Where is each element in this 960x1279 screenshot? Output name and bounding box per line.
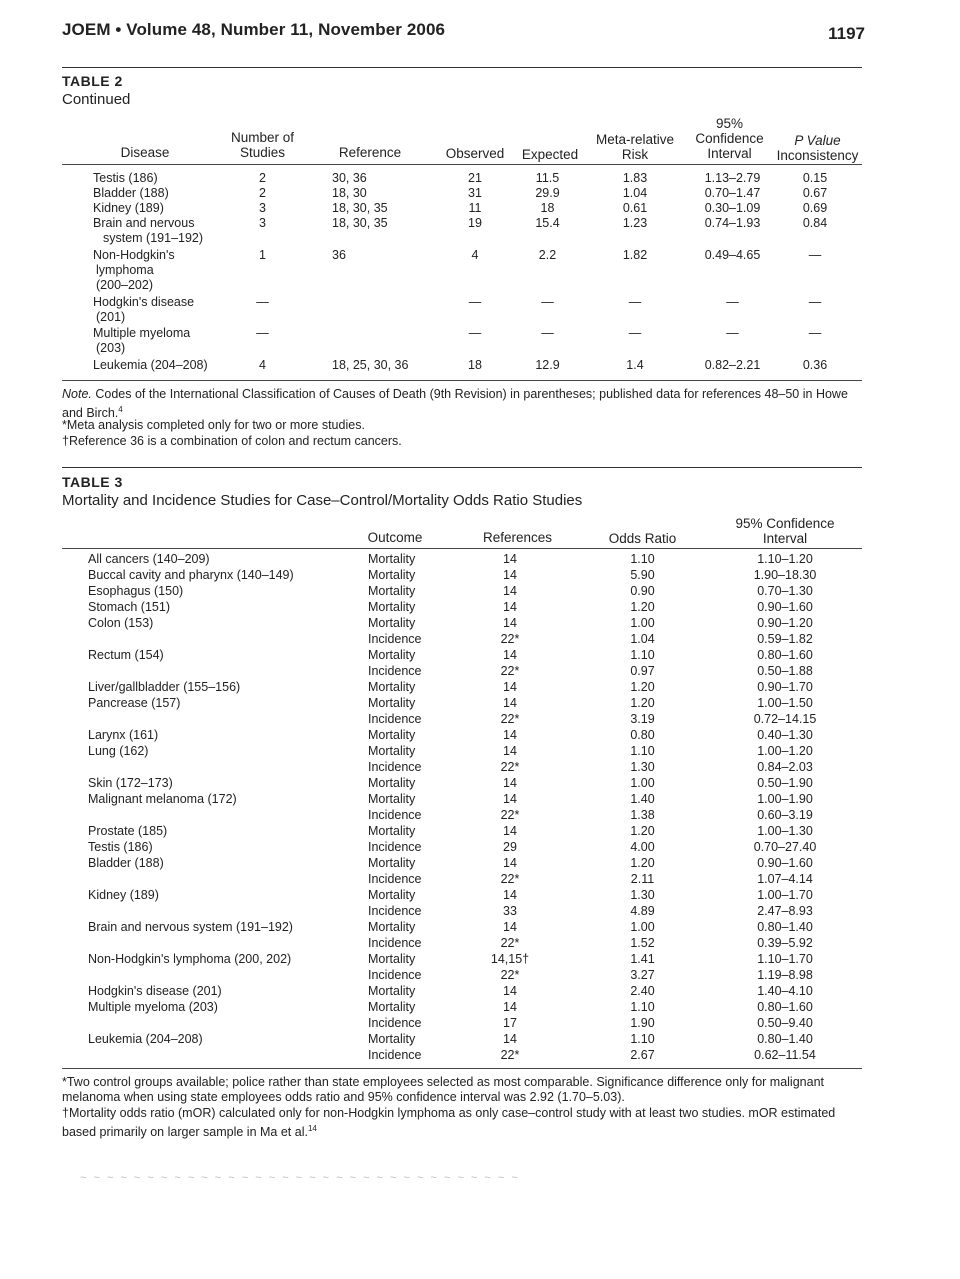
ci-cell: 0.62–11.54 <box>754 1048 816 1062</box>
ci-cell: 0.59–1.82 <box>757 632 813 646</box>
p-cell: 0.67 <box>802 186 828 200</box>
p-cell: 0.15 <box>802 171 828 185</box>
or-cell: 1.00 <box>630 920 655 934</box>
col-outcome: Outcome <box>367 530 423 545</box>
or-cell: 1.00 <box>630 776 655 790</box>
ci-cell: 0.90–1.60 <box>757 856 813 870</box>
col-confidence-interval: 95% Confidence Interval <box>735 516 835 546</box>
observed-cell: 18 <box>468 358 482 372</box>
expected-cell: 18 <box>540 201 555 215</box>
studies-cell: 4 <box>259 358 266 372</box>
col-expected: Expected <box>521 147 579 162</box>
reference-cell: 36 <box>332 248 346 262</box>
site-cell: Liver/gallbladder (155–156) <box>88 680 241 694</box>
site-cell: Lung (162) <box>88 744 149 758</box>
bleed-through-text: ~ ~ ~ ~ ~ ~ ~ ~ ~ ~ ~ ~ ~ ~ ~ ~ ~ ~ ~ ~ ~ ~ ~ ~ ~ ~ ~ ~ ~ ~ ~ ~ ~ <box>80 1172 520 1184</box>
table3-label: TABLE 3 <box>62 474 123 490</box>
site-cell: Rectum (154) <box>88 648 164 662</box>
journal-header: JOEM • Volume 48, Number 11, November 2006 <box>62 20 446 39</box>
site-cell: Brain and nervous system (191–192) <box>88 920 293 934</box>
ci-cell: 0.84–2.03 <box>757 760 813 774</box>
ci-cell: 0.39–5.92 <box>757 936 813 950</box>
outcome-cell: Incidence <box>368 664 422 678</box>
disease-cell: Testis (186) <box>93 171 158 185</box>
refs-cell: 22* <box>500 632 520 646</box>
disease-cell: Multiple myeloma (203) <box>93 326 191 355</box>
ci-cell: 0.50–1.90 <box>757 776 813 790</box>
reference-cell: 18, 30, 35 <box>332 216 388 230</box>
p-cell: 0.36 <box>802 358 828 372</box>
or-cell: 0.80 <box>630 728 655 742</box>
site-cell: Bladder (188) <box>88 856 164 870</box>
table2-caption: Continued <box>62 91 131 108</box>
ci-cell: 0.50–9.40 <box>757 1016 813 1030</box>
refs-cell: 22* <box>500 712 520 726</box>
or-cell: 1.10 <box>630 744 655 758</box>
ci-cell: 0.70–27.40 <box>753 840 817 854</box>
refs-cell: 22* <box>500 968 520 982</box>
ci-cell: 1.10–1.70 <box>757 952 813 966</box>
outcome-cell: Mortality <box>368 984 416 998</box>
site-cell: Leukemia (204–208) <box>88 1032 203 1046</box>
site-cell: Prostate (185) <box>88 824 168 838</box>
risk-cell: — <box>628 326 642 340</box>
outcome-cell: Mortality <box>368 680 416 694</box>
site-cell: Testis (186) <box>88 840 153 854</box>
col-p-value-inconsistency: P Value Inconsistency <box>776 133 859 163</box>
ci-cell: 0.74–1.93 <box>704 216 761 230</box>
ci-cell: 0.30–1.09 <box>704 201 761 215</box>
studies-cell: 2 <box>259 171 266 185</box>
outcome-cell: Mortality <box>368 888 416 902</box>
p-cell: 0.84 <box>802 216 828 230</box>
outcome-cell: Incidence <box>368 936 422 950</box>
reference-cell: 18, 30 <box>332 186 367 200</box>
studies-cell: 2 <box>259 186 266 200</box>
or-cell: 1.10 <box>630 552 655 566</box>
refs-cell: 14 <box>503 648 517 662</box>
site-cell: Kidney (189) <box>88 888 159 902</box>
refs-cell: 14 <box>503 824 517 838</box>
or-cell: 1.10 <box>630 648 655 662</box>
site-cell: Malignant melanoma (172) <box>88 792 237 806</box>
disease-cell: Bladder (188) <box>93 186 169 200</box>
observed-cell: — <box>468 326 482 340</box>
refs-cell: 22* <box>500 1048 520 1062</box>
outcome-cell: Mortality <box>368 552 416 566</box>
refs-cell: 14 <box>503 728 517 742</box>
ci-cell: 0.70–1.30 <box>757 584 813 598</box>
outcome-cell: Mortality <box>368 776 416 790</box>
risk-cell: 1.04 <box>622 186 648 200</box>
ci-cell: 0.90–1.20 <box>757 616 813 630</box>
outcome-cell: Mortality <box>368 568 416 582</box>
outcome-cell: Mortality <box>368 584 416 598</box>
ci-cell: 0.90–1.70 <box>757 680 813 694</box>
refs-cell: 14 <box>503 776 517 790</box>
table2-bottom-rule <box>62 380 862 381</box>
site-cell: Esophagus (150) <box>88 584 184 598</box>
disease-cell: Leukemia (204–208) <box>93 358 208 372</box>
table3-footnote-star: *Two control groups available; police rather than state employees selected as most comparable. Significance difference only for malignant melanoma when using state employees odds ratio and 95% confidence interval was 2.92 (1.70–5.03). <box>62 1075 824 1104</box>
outcome-cell: Mortality <box>368 600 416 614</box>
refs-cell: 14 <box>503 856 517 870</box>
table2-header-rule <box>62 164 862 165</box>
outcome-cell: Mortality <box>368 1032 416 1046</box>
disease-cell: Kidney (189) <box>93 201 164 215</box>
table3-caption: Mortality and Incidence Studies for Case–Control/Mortality Odds Ratio Studies <box>62 492 583 509</box>
refs-cell: 22* <box>500 760 520 774</box>
outcome-cell: Incidence <box>368 904 422 918</box>
site-cell: Non-Hodgkin's lymphoma (200, 202) <box>88 952 292 966</box>
or-cell: 1.40 <box>630 792 655 806</box>
refs-cell: 14 <box>503 600 517 614</box>
p-cell: 0.69 <box>802 201 828 215</box>
ci-cell: 1.00–1.50 <box>757 696 813 710</box>
or-cell: 2.11 <box>630 872 655 886</box>
site-cell: Larynx (161) <box>88 728 159 742</box>
table2-note: Note. Codes of the International Classification of Causes of Death (9th Revision) in parentheses; published data for references 48–50 in Howe and Birch.$^4$ <box>62 387 848 421</box>
or-cell: 1.41 <box>630 952 655 966</box>
disease-cell: Hodgkin's disease (201) <box>93 295 195 324</box>
expected-cell: — <box>541 295 554 309</box>
or-cell: 1.38 <box>630 808 655 822</box>
risk-cell: 0.61 <box>622 201 648 215</box>
or-cell: 1.20 <box>630 696 655 710</box>
table3-top-rule <box>62 467 862 468</box>
reference-cell: 18, 30, 35 <box>332 201 388 215</box>
ci-cell: 0.72–14.15 <box>753 712 817 726</box>
expected-cell: 2.2 <box>538 248 557 262</box>
outcome-cell: Mortality <box>368 728 416 742</box>
outcome-cell: Incidence <box>368 1016 422 1030</box>
table3-footnote-dagger: †Mortality odds ratio (mOR) calculated only for non-Hodgkin lymphoma as only case–control study with at least two studies. mOR estimated based primarily on larger sample in Ma et al.$^{14}$ <box>62 1106 836 1140</box>
outcome-cell: Mortality <box>368 920 416 934</box>
or-cell: 1.52 <box>630 936 655 950</box>
outcome-cell: Mortality <box>368 648 416 662</box>
risk-cell: 1.4 <box>626 358 644 372</box>
ci-cell: — <box>726 295 739 309</box>
refs-cell: 14 <box>503 744 517 758</box>
refs-cell: 22* <box>500 872 520 886</box>
outcome-cell: Incidence <box>368 808 422 822</box>
or-cell: 1.10 <box>630 1000 655 1014</box>
or-cell: 1.10 <box>630 1032 655 1046</box>
refs-cell: 14,15† <box>490 952 530 966</box>
observed-cell: 11 <box>468 201 482 215</box>
expected-cell: — <box>541 326 554 340</box>
ci-cell: 1.13–2.79 <box>704 171 761 185</box>
refs-cell: 14 <box>503 888 517 902</box>
or-cell: 4.00 <box>630 840 655 854</box>
table3-bottom-rule <box>62 1068 862 1069</box>
or-cell: 1.00 <box>630 616 655 630</box>
disease-cell: Brain and nervous system (191–192) <box>93 216 204 245</box>
risk-cell: — <box>628 295 642 309</box>
or-cell: 3.19 <box>630 712 655 726</box>
observed-cell: 4 <box>471 248 479 262</box>
table2-label: TABLE 2 <box>62 73 123 89</box>
ci-cell: 1.10–1.20 <box>757 552 813 566</box>
table3-header-rule <box>62 548 862 549</box>
expected-cell: 29.9 <box>535 186 560 200</box>
ci-cell: 1.00–1.70 <box>757 888 813 902</box>
ci-cell: 1.90–18.30 <box>753 568 817 582</box>
refs-cell: 22* <box>500 664 520 678</box>
expected-cell: 11.5 <box>535 171 560 185</box>
observed-cell: 19 <box>468 216 482 230</box>
expected-cell: 15.4 <box>535 216 560 230</box>
refs-cell: 14 <box>503 792 517 806</box>
or-cell: 1.30 <box>630 760 655 774</box>
refs-cell: 33 <box>503 904 517 918</box>
outcome-cell: Mortality <box>368 744 416 758</box>
risk-cell: 1.82 <box>622 248 648 262</box>
table2-top-rule <box>62 67 862 68</box>
col-observed: Observed <box>445 146 505 161</box>
refs-cell: 14 <box>503 920 517 934</box>
ci-cell: 1.00–1.30 <box>757 824 813 838</box>
ci-cell: 1.19–8.98 <box>757 968 813 982</box>
ci-cell: 0.80–1.40 <box>757 920 813 934</box>
ci-cell: 0.70–1.47 <box>704 186 761 200</box>
outcome-cell: Mortality <box>368 856 416 870</box>
outcome-cell: Mortality <box>368 696 416 710</box>
site-cell: Multiple myeloma (203) <box>88 1000 218 1014</box>
or-cell: 1.20 <box>630 680 655 694</box>
or-cell: 1.20 <box>630 856 655 870</box>
or-cell: 1.30 <box>630 888 655 902</box>
observed-cell: 21 <box>468 171 482 185</box>
p-cell: — <box>808 326 822 340</box>
ci-cell: 0.40–1.30 <box>757 728 813 742</box>
refs-cell: 14 <box>503 584 517 598</box>
ci-cell: 1.07–4.14 <box>757 872 813 886</box>
expected-cell: 12.9 <box>535 358 560 372</box>
studies-cell: 3 <box>259 201 266 215</box>
table2-footnote-dagger: †Reference 36 is a combination of colon and rectum cancers. <box>62 434 402 448</box>
refs-cell: 14 <box>503 1000 517 1014</box>
site-cell: Buccal cavity and pharynx (140–149) <box>88 568 294 582</box>
refs-cell: 17 <box>503 1016 517 1030</box>
refs-cell: 22* <box>500 808 520 822</box>
ci-cell: 0.80–1.60 <box>757 1000 813 1014</box>
risk-cell: 1.83 <box>622 171 648 185</box>
disease-cell: Non-Hodgkin's lymphoma (200–202) <box>93 248 175 292</box>
outcome-cell: Incidence <box>368 760 422 774</box>
reference-cell: 30, 36 <box>332 171 367 185</box>
outcome-cell: Mortality <box>368 1000 416 1014</box>
refs-cell: 14 <box>503 984 517 998</box>
ci-cell: 0.80–1.40 <box>757 1032 813 1046</box>
or-cell: 2.40 <box>630 984 655 998</box>
or-cell: 0.97 <box>630 664 655 678</box>
outcome-cell: Mortality <box>368 952 416 966</box>
or-cell: 3.27 <box>630 968 655 982</box>
refs-cell: 22* <box>500 936 520 950</box>
site-cell: Skin (172–173) <box>88 776 173 790</box>
outcome-cell: Mortality <box>368 792 416 806</box>
ci-cell: — <box>726 326 739 340</box>
refs-cell: 14 <box>503 1032 517 1046</box>
table2-footnote-star: *Meta analysis completed only for two or more studies. <box>62 418 365 432</box>
observed-cell: — <box>468 295 482 309</box>
ci-cell: 0.60–3.19 <box>757 808 813 822</box>
ci-cell: 0.50–1.88 <box>757 664 813 678</box>
reference-cell: 18, 25, 30, 36 <box>332 358 409 372</box>
site-cell: All cancers (140–209) <box>88 552 210 566</box>
studies-cell: — <box>256 295 269 309</box>
refs-cell: 14 <box>503 568 517 582</box>
studies-cell: 1 <box>259 248 266 262</box>
outcome-cell: Mortality <box>368 616 416 630</box>
outcome-cell: Incidence <box>368 712 422 726</box>
ci-cell: 1.00–1.20 <box>757 744 813 758</box>
or-cell: 4.89 <box>630 904 655 918</box>
observed-cell: 31 <box>468 186 482 200</box>
studies-cell: — <box>256 326 269 340</box>
refs-cell: 14 <box>503 616 517 630</box>
site-cell: Hodgkin's disease (201) <box>88 984 222 998</box>
outcome-cell: Mortality <box>368 824 416 838</box>
or-cell: 1.90 <box>630 1016 655 1030</box>
page-number: 1197 <box>828 24 865 43</box>
p-cell: — <box>808 248 822 262</box>
outcome-cell: Incidence <box>368 968 422 982</box>
site-cell: Pancrease (157) <box>88 696 181 710</box>
col-disease: Disease <box>120 145 170 160</box>
or-cell: 5.90 <box>630 568 655 582</box>
p-cell: — <box>808 295 822 309</box>
site-cell: Colon (153) <box>88 616 154 630</box>
refs-cell: 14 <box>503 696 517 710</box>
or-cell: 0.90 <box>630 584 655 598</box>
studies-cell: 3 <box>259 216 266 230</box>
outcome-cell: Incidence <box>368 632 422 646</box>
or-cell: 2.67 <box>630 1048 655 1062</box>
or-cell: 1.04 <box>630 632 655 646</box>
risk-cell: 1.23 <box>622 216 648 230</box>
outcome-cell: Incidence <box>368 840 422 854</box>
ci-cell: 1.40–4.10 <box>757 984 813 998</box>
site-cell: Stomach (151) <box>88 600 170 614</box>
refs-cell: 14 <box>503 680 517 694</box>
ci-cell: 1.00–1.90 <box>757 792 813 806</box>
col-number-of-studies: Number of Studies <box>230 130 295 160</box>
col-reference: Reference <box>338 145 402 160</box>
col-95-confidence-interval: 95% Confidence Interval <box>695 116 764 161</box>
or-cell: 1.20 <box>630 600 655 614</box>
ci-cell: 2.47–8.93 <box>757 904 813 918</box>
outcome-cell: Incidence <box>368 1048 422 1062</box>
col-meta-relative-risk: Meta-relative Risk <box>595 132 675 162</box>
refs-cell: 29 <box>503 840 517 854</box>
refs-cell: 14 <box>503 552 517 566</box>
outcome-cell: Incidence <box>368 872 422 886</box>
ci-cell: 0.80–1.60 <box>757 648 813 662</box>
col-odds-ratio: Odds Ratio <box>608 531 677 546</box>
col-references: References <box>482 530 553 545</box>
ci-cell: 0.82–2.21 <box>704 358 761 372</box>
or-cell: 1.20 <box>630 824 655 838</box>
ci-cell: 0.90–1.60 <box>757 600 813 614</box>
ci-cell: 0.49–4.65 <box>704 248 761 262</box>
